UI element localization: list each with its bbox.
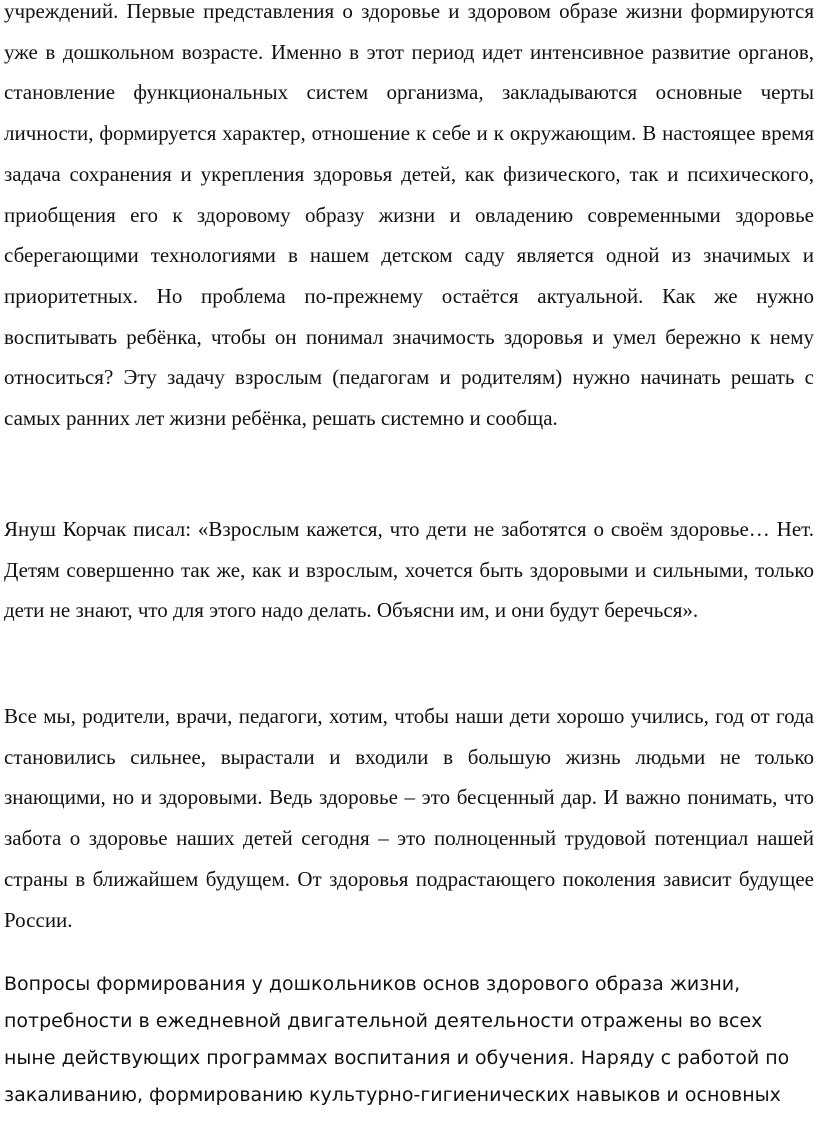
paragraph-health-value: Все мы, родители, врачи, педагоги, хотим, чтобы наши дети хорошо учились, год от года становились сильнее, вырастали и входили в большую жизнь людьми не только знающими, но и здоровыми. Ведь здоровье – это бесценный дар. И важно понимать, что забота о здоровье наших детей сегодня – это полноценный трудовой потенциал нашей страны в ближайшем будущем. От здоровья подрастающего поколения зависит будущее России. [4, 704, 814, 932]
paragraph-korczak-quote: Януш Корчак писал: «Взрослым кажется, что дети не заботятся о своём здоровье… Нет. Детям совершенно так же, как и взрослым, хочется быть здоровыми и сильными, только дети не знают, что для этого надо делать. Объясни им, и они будут беречься». [4, 517, 814, 623]
paragraph-programs: Вопросы формирования у дошкольников основ здорового образа жизни, потребности в ежедневной двигательной деятельности отражены во всех ныне действующих программах воспитания и обучения. Наряду с работой по закаливанию, формированию культурно-гигиенических навыков и основных [4, 973, 790, 1106]
paragraph-health-formation: учреждений. Первые представления о здоровье и здоровом образе жизни формируются уже в дошкольном возрасте. Именно в этот период идет интенсивное развитие органов, становление функциональных систем организма, закладываются основные черты личности, формируется характер, отношение к себе и к окружающим. В настоящее время задача сохранения и укрепления здоровья детей, как физического, так и психического, приобщения его к здоровому образу жизни и овладению современными здоровье сберегающими технологиями в нашем детском саду является одной из значимых и приоритетных. Но проблема по-прежнему остаётся актуальной. Как же нужно воспитывать ребёнка, чтобы он понимал значимость здоровья и умел бережно к нему относиться? Эту задачу взрослым (педагогам и родителям) нужно начинать решать с самых ранних лет жизни ребёнка, решать системно и сообща. [4, 0, 814, 431]
